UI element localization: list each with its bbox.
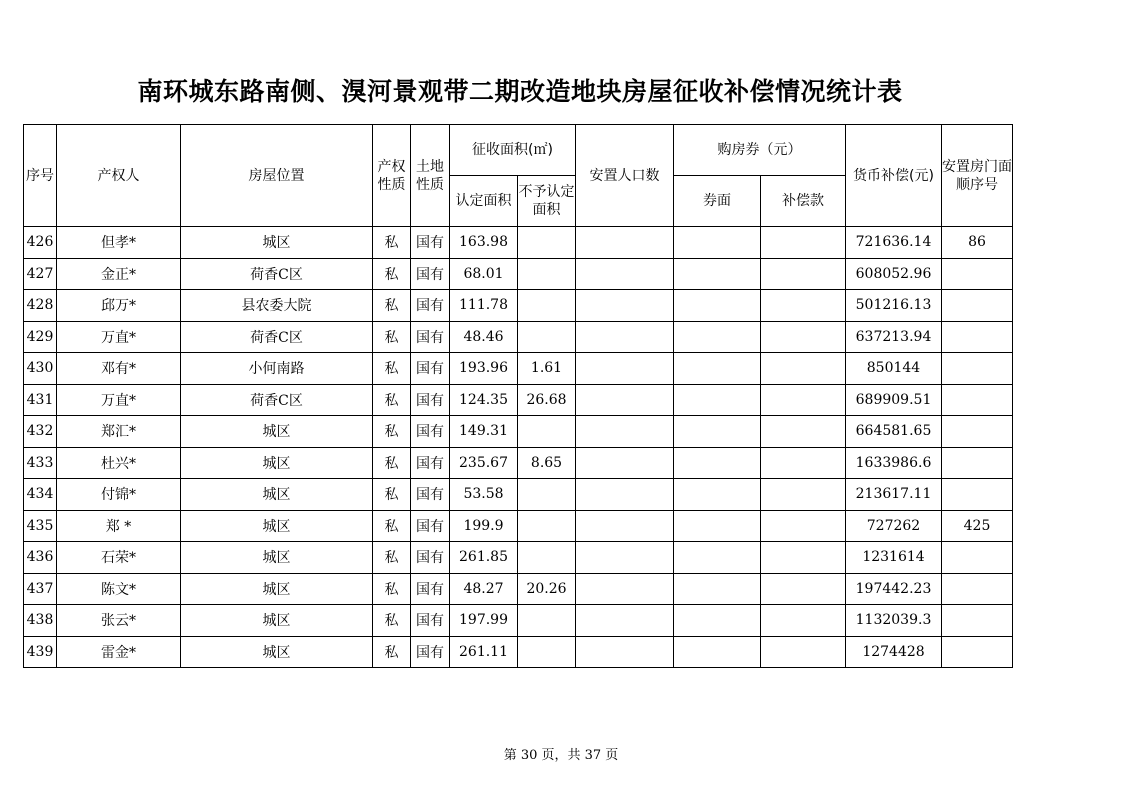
cell-resettle-order <box>942 416 1013 448</box>
table-row <box>24 479 1013 511</box>
cell-property-nature: 私 <box>373 321 411 353</box>
cell-area-confirmed: 261.85 <box>450 542 518 574</box>
cell-land-nature: 国有 <box>411 447 450 479</box>
cell-area-unconfirmed <box>518 479 576 511</box>
cell-location: 城区 <box>181 479 373 511</box>
cell-owner: 但孝* <box>57 227 181 259</box>
cell-location: 荷香C区 <box>181 258 373 290</box>
cell-location: 城区 <box>181 542 373 574</box>
cell-property-nature: 私 <box>373 258 411 290</box>
cell-owner: 雷金* <box>57 636 181 668</box>
cell-area-unconfirmed <box>518 258 576 290</box>
cell-cash-compensation: 850144 <box>846 353 942 385</box>
header-area-unconfirmed: 不予认定面积 <box>518 176 576 227</box>
cell-seq: 433 <box>24 447 57 479</box>
cell-land-nature: 国有 <box>411 353 450 385</box>
cell-cash-compensation: 664581.65 <box>846 416 942 448</box>
cell-location: 城区 <box>181 227 373 259</box>
cell-property-nature: 私 <box>373 384 411 416</box>
cell-resettle-population <box>576 258 674 290</box>
header-property-nature: 产权性质 <box>373 125 411 227</box>
cell-area-unconfirmed <box>518 227 576 259</box>
cell-seq: 436 <box>24 542 57 574</box>
cell-resettle-order: 86 <box>942 227 1013 259</box>
cell-cash-compensation: 689909.51 <box>846 384 942 416</box>
cell-land-nature: 国有 <box>411 258 450 290</box>
header-land-nature: 土地性质 <box>411 125 450 227</box>
cell-resettle-order <box>942 290 1013 322</box>
cell-voucher-compensation <box>761 542 846 574</box>
cell-area-confirmed: 53.58 <box>450 479 518 511</box>
cell-resettle-population <box>576 227 674 259</box>
cell-resettle-order <box>942 479 1013 511</box>
cell-area-confirmed: 68.01 <box>450 258 518 290</box>
cell-area-confirmed: 48.46 <box>450 321 518 353</box>
cell-resettle-population <box>576 290 674 322</box>
cell-cash-compensation: 1274428 <box>846 636 942 668</box>
cell-property-nature: 私 <box>373 636 411 668</box>
cell-voucher-compensation <box>761 636 846 668</box>
header-seq: 序号 <box>24 125 57 227</box>
cell-cash-compensation: 608052.96 <box>846 258 942 290</box>
cell-resettle-order <box>942 384 1013 416</box>
cell-seq: 430 <box>24 353 57 385</box>
cell-location: 城区 <box>181 510 373 542</box>
cell-voucher-compensation <box>761 573 846 605</box>
cell-resettle-order: 425 <box>942 510 1013 542</box>
cell-voucher-face <box>674 258 761 290</box>
page-footer: 第 30 页，共 37 页 <box>503 748 619 763</box>
table-row <box>24 227 1013 259</box>
cell-cash-compensation: 721636.14 <box>846 227 942 259</box>
cell-voucher-face <box>674 416 761 448</box>
cell-seq: 427 <box>24 258 57 290</box>
cell-seq: 435 <box>24 510 57 542</box>
compensation-table <box>23 124 1013 668</box>
table-row <box>24 573 1013 605</box>
cell-resettle-order <box>942 353 1013 385</box>
cell-property-nature: 私 <box>373 416 411 448</box>
cell-voucher-face <box>674 479 761 511</box>
cell-owner: 陈文* <box>57 573 181 605</box>
cell-voucher-compensation <box>761 447 846 479</box>
cell-property-nature: 私 <box>373 573 411 605</box>
cell-location: 县农委大院 <box>181 290 373 322</box>
cell-area-confirmed: 111.78 <box>450 290 518 322</box>
cell-cash-compensation: 637213.94 <box>846 321 942 353</box>
cell-property-nature: 私 <box>373 290 411 322</box>
cell-area-confirmed: 124.35 <box>450 384 518 416</box>
cell-owner: 付锦* <box>57 479 181 511</box>
cell-resettle-population <box>576 479 674 511</box>
cell-area-unconfirmed: 1.61 <box>518 353 576 385</box>
cell-cash-compensation: 727262 <box>846 510 942 542</box>
cell-area-unconfirmed <box>518 510 576 542</box>
cell-voucher-face <box>674 510 761 542</box>
cell-seq: 432 <box>24 416 57 448</box>
cell-voucher-compensation <box>761 227 846 259</box>
cell-cash-compensation: 1231614 <box>846 542 942 574</box>
cell-voucher-compensation <box>761 258 846 290</box>
cell-land-nature: 国有 <box>411 384 450 416</box>
cell-resettle-population <box>576 353 674 385</box>
cell-resettle-population <box>576 636 674 668</box>
cell-cash-compensation: 1633986.6 <box>846 447 942 479</box>
cell-area-confirmed: 149.31 <box>450 416 518 448</box>
cell-location: 城区 <box>181 636 373 668</box>
cell-resettle-population <box>576 321 674 353</box>
cell-owner: 金正* <box>57 258 181 290</box>
cell-area-confirmed: 235.67 <box>450 447 518 479</box>
header-voucher-face: 券面 <box>674 176 761 227</box>
cell-voucher-face <box>674 384 761 416</box>
cell-resettle-order <box>942 605 1013 637</box>
cell-resettle-order <box>942 447 1013 479</box>
cell-area-confirmed: 197.99 <box>450 605 518 637</box>
cell-owner: 石荣* <box>57 542 181 574</box>
header-area-confirmed: 认定面积 <box>450 176 518 227</box>
table-row <box>24 447 1013 479</box>
cell-area-unconfirmed: 20.26 <box>518 573 576 605</box>
cell-area-confirmed: 163.98 <box>450 227 518 259</box>
cell-land-nature: 国有 <box>411 227 450 259</box>
cell-area-unconfirmed: 8.65 <box>518 447 576 479</box>
table-row <box>24 542 1013 574</box>
cell-owner: 郑 * <box>57 510 181 542</box>
cell-land-nature: 国有 <box>411 290 450 322</box>
cell-area-unconfirmed <box>518 542 576 574</box>
cell-property-nature: 私 <box>373 227 411 259</box>
cell-location: 城区 <box>181 416 373 448</box>
page-title: 南环城东路南侧、湨河景观带二期改造地块房屋征收补偿情况统计表 <box>137 77 903 106</box>
cell-voucher-compensation <box>761 510 846 542</box>
cell-voucher-face <box>674 636 761 668</box>
cell-seq: 438 <box>24 605 57 637</box>
cell-voucher-face <box>674 542 761 574</box>
cell-location: 城区 <box>181 573 373 605</box>
cell-voucher-face <box>674 353 761 385</box>
cell-area-unconfirmed <box>518 636 576 668</box>
cell-land-nature: 国有 <box>411 321 450 353</box>
cell-area-unconfirmed <box>518 321 576 353</box>
cell-owner: 万直* <box>57 384 181 416</box>
cell-area-unconfirmed <box>518 416 576 448</box>
cell-seq: 426 <box>24 227 57 259</box>
cell-area-confirmed: 261.11 <box>450 636 518 668</box>
header-owner: 产权人 <box>57 125 181 227</box>
cell-voucher-compensation <box>761 290 846 322</box>
header-voucher-compensation: 补偿款 <box>761 176 846 227</box>
cell-area-confirmed: 199.9 <box>450 510 518 542</box>
cell-land-nature: 国有 <box>411 542 450 574</box>
cell-land-nature: 国有 <box>411 573 450 605</box>
cell-cash-compensation: 501216.13 <box>846 290 942 322</box>
cell-resettle-order <box>942 573 1013 605</box>
cell-resettle-population <box>576 605 674 637</box>
cell-voucher-compensation <box>761 321 846 353</box>
cell-seq: 428 <box>24 290 57 322</box>
cell-seq: 434 <box>24 479 57 511</box>
cell-area-confirmed: 48.27 <box>450 573 518 605</box>
cell-voucher-face <box>674 573 761 605</box>
cell-voucher-face <box>674 447 761 479</box>
cell-property-nature: 私 <box>373 479 411 511</box>
table-row <box>24 290 1013 322</box>
cell-voucher-compensation <box>761 605 846 637</box>
cell-cash-compensation: 213617.11 <box>846 479 942 511</box>
cell-property-nature: 私 <box>373 353 411 385</box>
table-row <box>24 353 1013 385</box>
cell-location: 小何南路 <box>181 353 373 385</box>
cell-property-nature: 私 <box>373 605 411 637</box>
cell-seq: 439 <box>24 636 57 668</box>
cell-voucher-compensation <box>761 384 846 416</box>
cell-resettle-order <box>942 258 1013 290</box>
table-row <box>24 384 1013 416</box>
cell-owner: 邓有* <box>57 353 181 385</box>
cell-seq: 437 <box>24 573 57 605</box>
header-voucher-group: 购房券（元） <box>674 125 846 176</box>
cell-voucher-compensation <box>761 353 846 385</box>
cell-area-unconfirmed <box>518 290 576 322</box>
header-resettle-order: 安置房门面顺序号 <box>942 125 1013 227</box>
cell-location: 城区 <box>181 605 373 637</box>
table-row <box>24 321 1013 353</box>
cell-location: 城区 <box>181 447 373 479</box>
cell-property-nature: 私 <box>373 447 411 479</box>
cell-resettle-population <box>576 573 674 605</box>
cell-land-nature: 国有 <box>411 605 450 637</box>
header-cash-compensation: 货币补偿(元) <box>846 125 942 227</box>
cell-voucher-face <box>674 321 761 353</box>
cell-cash-compensation: 1132039.3 <box>846 605 942 637</box>
cell-resettle-order <box>942 636 1013 668</box>
header-area-group: 征收面积(㎡) <box>450 125 576 176</box>
table-row <box>24 510 1013 542</box>
table-row <box>24 258 1013 290</box>
cell-land-nature: 国有 <box>411 479 450 511</box>
cell-location: 荷香C区 <box>181 321 373 353</box>
cell-area-unconfirmed: 26.68 <box>518 384 576 416</box>
cell-voucher-compensation <box>761 479 846 511</box>
cell-voucher-compensation <box>761 416 846 448</box>
cell-resettle-population <box>576 510 674 542</box>
cell-owner: 杜兴* <box>57 447 181 479</box>
cell-voucher-face <box>674 227 761 259</box>
table-row <box>24 416 1013 448</box>
cell-location: 荷香C区 <box>181 384 373 416</box>
table-header <box>24 125 1013 227</box>
table-row <box>24 605 1013 637</box>
cell-land-nature: 国有 <box>411 636 450 668</box>
cell-resettle-population <box>576 384 674 416</box>
cell-area-unconfirmed <box>518 605 576 637</box>
header-location: 房屋位置 <box>181 125 373 227</box>
cell-resettle-population <box>576 447 674 479</box>
cell-seq: 431 <box>24 384 57 416</box>
table-row <box>24 636 1013 668</box>
cell-land-nature: 国有 <box>411 416 450 448</box>
cell-voucher-face <box>674 290 761 322</box>
cell-resettle-population <box>576 416 674 448</box>
cell-voucher-face <box>674 605 761 637</box>
cell-seq: 429 <box>24 321 57 353</box>
cell-owner: 邱万* <box>57 290 181 322</box>
cell-resettle-order <box>942 321 1013 353</box>
cell-property-nature: 私 <box>373 510 411 542</box>
table-body <box>24 227 1013 668</box>
cell-property-nature: 私 <box>373 542 411 574</box>
cell-owner: 张云* <box>57 605 181 637</box>
header-resettle-population: 安置人口数 <box>576 125 674 227</box>
cell-owner: 万直* <box>57 321 181 353</box>
cell-resettle-order <box>942 542 1013 574</box>
cell-owner: 郑汇* <box>57 416 181 448</box>
cell-land-nature: 国有 <box>411 510 450 542</box>
cell-resettle-population <box>576 542 674 574</box>
cell-area-confirmed: 193.96 <box>450 353 518 385</box>
cell-cash-compensation: 197442.23 <box>846 573 942 605</box>
